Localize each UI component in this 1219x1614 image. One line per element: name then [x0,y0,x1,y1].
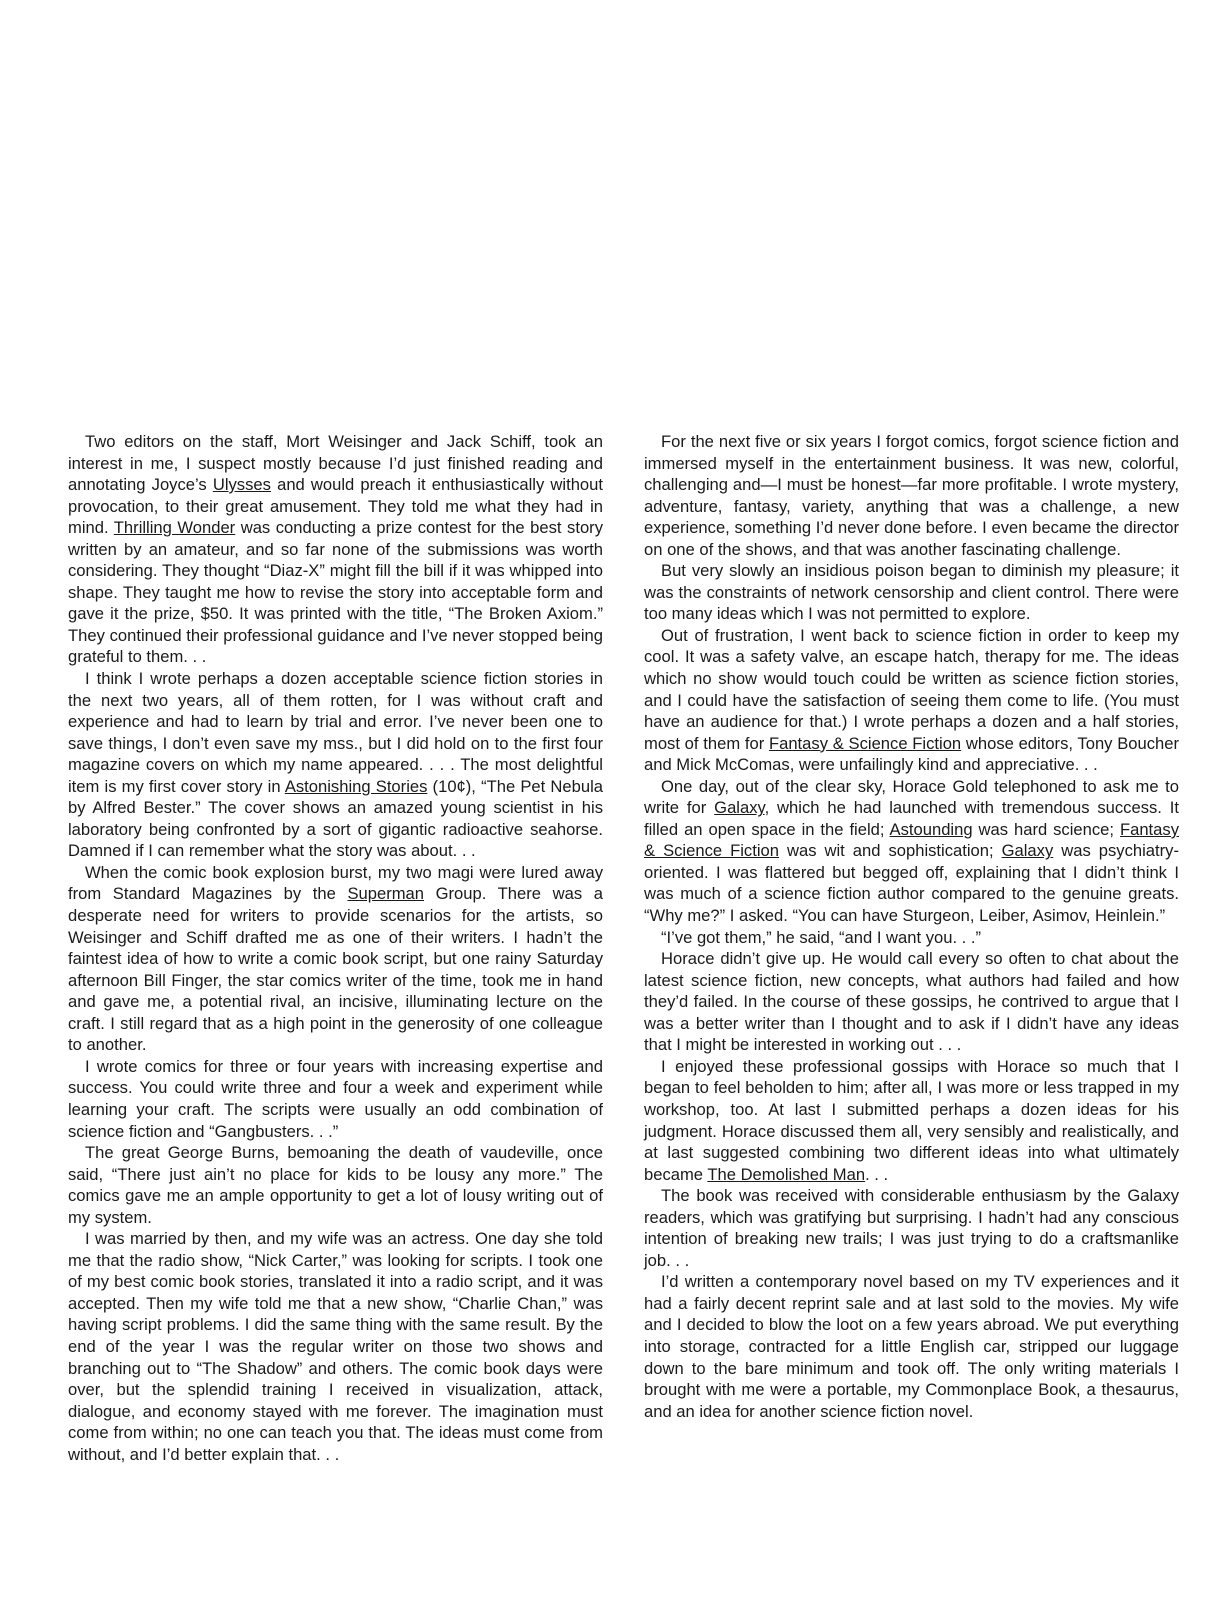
title-reference: Astonishing Stories [284,776,428,796]
text-run: was conducting a prize contest for the best story written by an amateur, and so far none of the submissions was worth considering. They thought “Diaz-X” might fill the bill if it was whipped into shape. They taught me how to revise the story into acceptable form and gave it the prize, $50. It was printed with the title, “The Broken Axiom.” They continued their professional guidance and I’ve never stopped being grateful to them. . . [68,518,603,667]
right-column [644,431,1179,1422]
text-run: The great George Burns, bemoaning the death of vaudeville, once said, “There just ain’t no place for kids to be lousy any more.” The comics gave me an ample opportunity to get a lot of lousy writing out of my system. [68,1143,603,1227]
text-run: . . . [865,1164,889,1184]
text-run: I’d written a contemporary novel based on my TV experiences and it had a fairly decent reprint sale and at last sold to the movies. My wife and I decided to blow the loot on a few years abroad. We put everything into storage, contracted for a little English car, stripped our luggage down to the bare minimum and took off. The only writing materials I brought with me were a portable, my Commonplace Book, a thesaurus, and an idea for another science fiction novel. [644,1272,1179,1421]
text-run: Two editors on the staff, Mort Weisinger and Jack Schiff, took an interest in me, I suspect mostly because I’d just finished reading and annotating Joyce’s [68,432,603,495]
text-run: One day, out of the clear sky, Horace Gold telephoned to ask me to write for [644,776,1179,818]
text-run: was wit and sophistication; [778,841,1002,861]
text-run: The book was received with considerable enthusiasm by the Galaxy readers, which was gratifying but surprising. I hadn’t had any conscious intention of breaking new trails; I was just trying to do a craftsmanlike job. . . [644,1186,1179,1270]
paragraph [68,1056,603,1142]
text-run: I was married by then, and my wife was an actress. One day she told me that the radio show, “Nick Carter,” was looking for scripts. I took one of my best comic book stories, translated it into a radio script, and it was accepted. Then my wife told me that a new show, “Charlie Chan,” was having script problems. I did the same thing with the same result. By the end of the year I was the regular writer on those two shows and branching out to “The Shadow” and others. The comic book days were over, but the splendid training I received in visualization, attack, dialogue, and economy stayed with me forever. The imagination must come from within; no one can teach you that. The ideas must come from without, and I’d better explain that. . . [68,1229,603,1464]
text-run: “I’ve got them,” he said, “and I want you. . .” [661,927,982,947]
text-run: (10¢), “The Pet Nebula by Alfred Bester.” The cover shows an amazed young scientist in his laboratory being confronted by a sort of gigantic radioactive seahorse. Damned if I can remember what the story was about. . . [68,776,603,861]
left-column [68,431,603,1465]
text-run: I enjoyed these professional gossips with Horace so much that I began to feel beholden to him; after all, I was more or less trapped in my workshop, too. At last I submitted perhaps a dozen ideas for his judgment. Horace discussed them all, very sensibly and realistically, and at last suggested combining two different ideas into what ultimately became [644,1056,1179,1184]
paragraph [644,560,1179,625]
paragraph [644,776,1179,927]
paragraph [644,625,1179,776]
title-reference: Fantasy & Science Fiction [768,733,962,753]
paragraph [644,1056,1179,1185]
title-reference: Galaxy [1001,841,1054,861]
paragraph [68,862,603,1056]
text-run: For the next five or six years I forgot comics, forgot science fiction and immersed myself in the entertainment business. It was new, colorful, challenging and—I must be honest—far more profitable. I wrote mystery, adventure, fantasy, variety, anything that was a challenge, a new experience, something I’d never done before. I even became the director on one of the shows, and that was another fascinating challenge. [644,432,1179,559]
title-reference: Ulysses [212,475,271,495]
title-reference: The Demolished Man [707,1164,866,1184]
paragraph [644,927,1179,949]
text-run: I think I wrote perhaps a dozen acceptable science fiction stories in the next two years, all of them rotten, for I was without craft and experience and had to learn by trial and error. I’ve never been one to save things, I don’t even save my mss., but I did hold on to the first four magazine covers on which my name appeared. . . . The most delightful item is my first cover story in [68,669,603,796]
paragraph [68,668,603,862]
text-run: Horace didn’t give up. He would call every so often to chat about the latest science fiction, new concepts, what authors had failed and how they’d failed. In the course of these gossips, he contrived to argue that I was a better writer than I thought and to ask if I didn’t have any ideas that I might be interested in working out . . . [644,949,1179,1055]
text-run: Group. There was a desperate need for writers to provide scenarios for the artists, so Weisinger and Schiff drafted me as one of their writers. I hadn’t the faintest idea of how to write a comic book script, but one rainy Saturday afternoon Bill Finger, the star comics writer of the time, took me in hand and gave me, a potential rival, an incisive, illuminating lecture on the craft. I still regard that as a high point in the generosity of one colleague to another. [68,884,603,1055]
paragraph [644,948,1179,1056]
title-reference: Astounding [889,819,973,839]
title-reference: Galaxy [714,798,765,818]
paragraph [644,1271,1179,1422]
text-run: was hard science; [972,819,1120,839]
paragraph [644,431,1179,560]
paragraph [644,1185,1179,1271]
text-run: whose editors, Tony Boucher and Mick McComas, were unfailingly kind and appreciative. . . [644,733,1179,775]
title-reference: Fantasy & Science Fiction [644,819,1179,861]
paragraph [68,1142,603,1228]
text-run: When the comic book explosion burst, my two magi were lured away from Standard Magazines by the [68,862,603,904]
paragraph [68,1228,603,1465]
title-reference: Superman [347,884,425,904]
title-reference: Thrilling Wonder [113,518,236,538]
text-run: was psychiatry-oriented. I was flattered but begged off, explaining that I didn’t think I was much of a science fiction author compared to the genuine greats. “Why me?” I asked. “You can have Sturgeon, Leiber, Asimov, Heinlein.” [644,841,1179,926]
paragraph [68,431,603,668]
text-run: But very slowly an insidious poison began to diminish my pleasure; it was the constraints of network censorship and client control. There were too many ideas which I was not permitted to explore. [644,561,1179,624]
text-run: , which he had launched with tremendous success. It filled an open space in the field; [644,798,1180,839]
text-run: Out of frustration, I went back to science fiction in order to keep my cool. It was a safety valve, an escape hatch, therapy for me. The ideas which no show would touch could be written as science fiction stories, and I could have the satisfaction of seeing them come to life. (You must have an audience for that.) I wrote perhaps a dozen and a half stories, most of them for [644,625,1179,753]
text-run: I wrote comics for three or four years with increasing expertise and success. You could write three and four a week and experiment while learning your craft. The scripts were usually an odd combination of science fiction and “Gangbusters. . .” [68,1056,603,1141]
text-run: and would preach it enthusiastically without provocation, to their great amusement. They told me what they had in mind. [68,475,604,538]
